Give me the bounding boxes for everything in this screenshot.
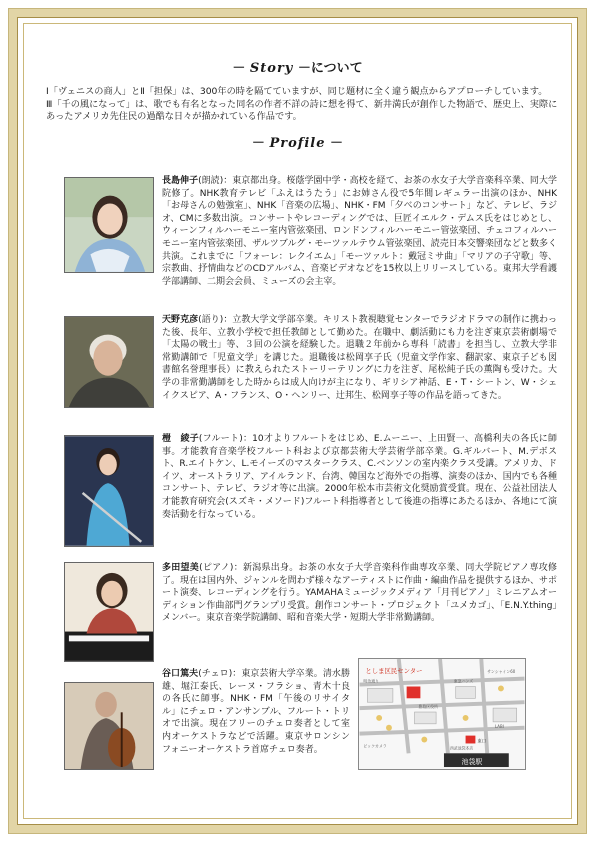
map-label: 豊島区役所	[418, 704, 438, 710]
performer-name: 多田望美	[162, 563, 200, 573]
profile-bio	[162, 562, 557, 625]
portrait-photo	[64, 562, 154, 662]
map-label: ビックカメラ	[363, 743, 387, 749]
portrait-photo	[64, 316, 154, 408]
map-exit-label: 東口	[477, 739, 487, 745]
heading-script-word: Profile	[269, 135, 326, 151]
performer-name: 長島伸子	[162, 176, 199, 186]
profile-bio	[162, 668, 350, 756]
portrait-cellist-icon	[65, 683, 153, 769]
heading-dash: －	[232, 61, 246, 76]
portrait-photo	[64, 435, 154, 547]
portrait-photo	[64, 177, 154, 273]
performer-text: (語り)：立教大学文学部卒業。キリスト教視聴覚センターでラジオドラマの制作に携わった後、長年、立教小学校で担任教師として勤めた。在職中、劇活動にも力を注ぎ東京芸術劇場で「太陽の戦士」等、３回の公演を経験した。退職２年前から専科「読書」を担当し、立教大学非常勤講師で「児童文学」を講じた。退職後は松岡享子氏（児童文学作家、翻訳家、東京子ども図書館名誉理事長）に教えられたストーリーテリングに力を注ぎ、尾松純子氏の薫陶も受けた。大学の非常勤講師をした時からは成人向けが主になり、ギリシア神話、E・T・シートン、W・シェイクスピア、A・フランス、O・ヘンリー、辻邦生、松岡享子等の作品を語ってきた。	[162, 315, 557, 401]
profile-bio	[162, 175, 557, 288]
story-paragraph: Ⅰ「ヴェニスの商人」とⅡ「担保」は、300年の時を隔てていますが、同じ題材に全く違う観点からアプローチしています。	[46, 86, 548, 97]
heading-script-word: Story	[249, 61, 294, 76]
story-heading	[36, 58, 559, 80]
map-station-label: 池袋駅	[461, 758, 483, 767]
portrait-pianist-icon	[65, 563, 153, 661]
performer-name: 谷口篤夫	[162, 669, 199, 679]
portrait-woman-icon	[65, 178, 153, 272]
map-label: 明治通り	[363, 678, 380, 684]
performer-text: (朗読)：東京都出身。桜蔭学園中学・高校を経て、お茶の水女子大学音楽科卒業、同大学院修了。NHK教育テレビ「ふえはうたう」にお姉さん役で5年間レギュラー出演のほか、NHK「お母さんの勉強室」、NHK「音楽の広場」、NHK・FM「夕べのコンサート」など、テレビ、ラジオ、CMに多数出演。コンサートやレコーディングでは、巨匠イエルク・デムス氏をはじめとし、ウィーンフィルハーモニー室内管弦楽団、ロンドンフィルハーモニー管弦楽団、チェコフィルハーモニー室内管弦楽団、ザルツブルグ・モーツァルテウム管弦楽団、読売日本交響楽団などと数多く共演。これまでに「フォーレ：レクイエム」「モーツァルト：戴冠ミサ曲」「マリアの子守歌」等、宗教曲、抒情曲などのCDアルバム、音楽ビデオなどを15枚以上リリースしている。東邦大学看護学部講師、二期会会員、ミューズの会主宰。	[162, 176, 557, 287]
profile-heading	[36, 133, 559, 155]
heading-dash: －	[330, 135, 344, 151]
heading-dash: －	[251, 135, 265, 151]
map-label: 東急ハンズ	[453, 678, 474, 684]
profile-bio	[162, 314, 557, 402]
portrait-man-icon	[65, 317, 153, 407]
venue-map	[358, 658, 526, 770]
story-text	[46, 86, 559, 124]
venue-marker	[407, 687, 421, 699]
story-paragraph: Ⅲ「千の風になって」は、歌でも有名となった同名の作者不詳の詩に想を得て、新井満氏が創作した物語で、歴史上、実際にあったアメリカ先住民の過酷な日々が描かれている作品です。	[46, 98, 558, 122]
map-label: LABI	[495, 723, 504, 729]
content	[36, 58, 559, 155]
performer-name: 天野克彦	[162, 315, 199, 325]
performer-name: 榿 綾子	[162, 434, 199, 444]
performer-text: (チェロ)：東京芸術大学卒業。清水勝雄、堀江泰氏、レーヌ・フラショ、青木十良の各氏に師事。NHK・FM「午後のリサイタル」にチェロ・アンサンブル、フルート・トリオで出演。現在フリーのチェロ奏者として室内オーケストラなどで活躍。東京サロンシンフォニーオーケストラ首席チェロ奏者。	[162, 669, 350, 755]
heading-suffix: －について	[297, 61, 363, 76]
map-label: 西武池袋本店	[449, 745, 474, 751]
map-label: サンシャイン60	[487, 668, 516, 674]
performer-text: (ピアノ)：新潟県出身。お茶の水女子大学音楽科作曲専攻卒業、同大学院ピアノ専攻修了。現在は国内外、ジャンルを問わず様々なアーティストに作曲・編曲作品を提供するほか、サポート演奏、レコーディングを行う。YAMAHAミュージックメディア「月刊ピアノ」ミレニアムオーディション作曲部門グランプリ受賞。創作コンサート・プロジェクト「ユメカゴ」、「E.N.Y.thing」メンバー。東京音楽学院講師、昭和音楽大学・短期大学非常勤講師。	[162, 563, 557, 624]
map-drawing	[359, 659, 525, 769]
performer-text: (フルート)：10才よりフルートをはじめ、E.ムーニー、上田賢一、高橋利夫の各氏に師事。才能教育音楽学校フルート科および京都芸術大学芸術学部卒業。G.ギルバート、M.デボスト、R.エイトケン、L.モイーズのマスタークラス、C.ベンソンの室内楽クラス受講。アメリカ、ドイツ、オーストラリア、アイルランド、台湾、韓国など海外での指導、演奏のほか、国内でも各種コンサート、テレビ、ラジオ等に出演。2000年松本市芸術文化奨励賞受賞。現在、公益社団法人才能教育研究会(スズキ・メソード)フルート科指導者として後進の指導にあたるほか、各地にて演奏活動を行なっている。	[162, 434, 557, 520]
map-venue-label: としま区民センター	[365, 666, 423, 675]
portrait-flutist-icon	[65, 436, 153, 546]
profile-bio	[162, 433, 557, 521]
portrait-photo	[64, 682, 154, 770]
